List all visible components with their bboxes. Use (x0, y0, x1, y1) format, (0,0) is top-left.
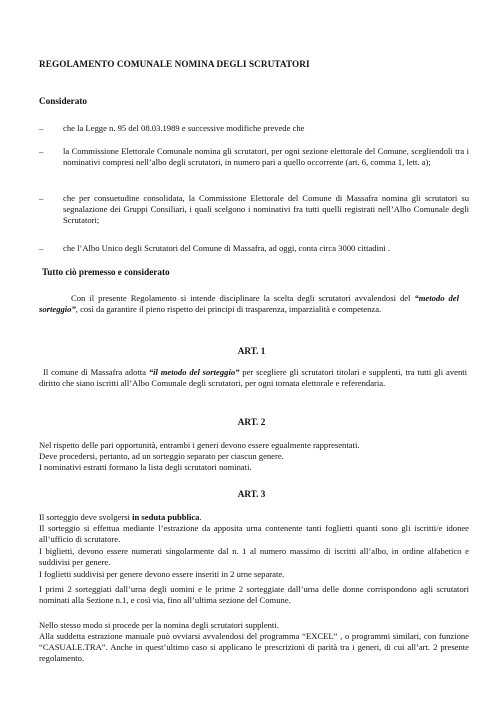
dash-bullet: – (39, 123, 44, 133)
art2-line-3: I nominativi estratti formano la lista degli scrutatori nominati. (39, 462, 252, 472)
art3-paragraph-6: Nello stesso modo si procede per la nomina degli scrutatori supplenti. (39, 620, 279, 630)
art3-paragraph-3: I biglietti, devono essere numerati singolarmente dal n. 1 al numero massimo di iscritti all’albo, in ordine alfabetico e suddivisi per genere. (39, 546, 469, 567)
dash-bullet: – (39, 193, 44, 203)
art2-line-1: Nel rispetto delle pari opportunità, entrambi i generi devono essere egualmente rappresentati. (39, 440, 360, 450)
document-title: REGOLAMENTO COMUNALE NOMINA DEGLI SCRUTATORI (39, 59, 310, 69)
art3-paragraph-2: Il sorteggio si effettua mediante l’estrazione da apposita urna contenente tanti foglietti quanti sono gli iscritti/e idonee all’ufficio di scrutatore. (39, 523, 469, 544)
considerato-heading: Considerato (39, 96, 87, 106)
premesso-heading: Tutto ciò premesso e considerato (42, 267, 170, 277)
art3-paragraph-5: I primi 2 sorteggiati dall’urna degli uomini e le prime 2 sorteggiate dall’urna delle donne corrispondono agli scrutatori nominati alla Sezione n.1, e così via, fino all’ultima sezione del Comune. (39, 584, 469, 605)
dash-bullet: – (39, 146, 44, 156)
art1-emphasis: “il metodo del sorteggio” (148, 367, 240, 377)
considerato-item-text: che per consuetudine consolidata, la Commissione Elettorale del Comune di Massafra nomina gli scrutatori su segnalazione dei Gruppi Consiliari, i quali scelgono i nominativi fra tutti quelli registrati nell’Albo Comunale degli Scrutatori; (63, 193, 469, 225)
art2-heading: ART. 2 (237, 417, 266, 427)
art3-paragraph-4: I foglietti suddivisi per genere devono essere inseriti in 2 urne separate. (39, 569, 285, 579)
art3-paragraph-7: Alla suddetta estrazione manuale può ovviarsi avvalendosi del programma “EXCEL” , o programmi similari, con funzione “CASUALE.TRA”. Anche in quest’ultimo caso si applicano le prescrizioni di parità tra i generi, di cui all’art. 2 presente regolamento. (39, 631, 469, 663)
considerato-item-text: che la Legge n. 95 del 08.03.1989 e successive modifiche prevede che (63, 123, 305, 133)
considerato-item-text: la Commissione Elettorale Comunale nomina gli scrutatori, per ogni sezione elettorale del Comune, scegliendoli tra i nominativi compresi nell’albo degli scrutatori, in numero pari a quello occorrente (art. 6, comma 1, lett. a); (63, 146, 469, 167)
art1-heading: ART. 1 (237, 346, 266, 356)
art1-paragraph (39, 367, 467, 389)
art3-p1-end: . (199, 512, 202, 522)
art2-line-2: Deve procedersi, pertanto, ad un sorteggio separato per ciascun genere. (39, 451, 284, 461)
intro-paragraph (39, 293, 459, 315)
art1-text: Il comune di Massafra adotta (43, 367, 149, 377)
considerato-item-text: che l’Albo Unico degli Scrutatori del Comune di Massafra, ad oggi, conta circa 3000 cittadini . (63, 243, 390, 253)
dash-bullet: – (39, 243, 44, 253)
art3-paragraph-1 (39, 512, 469, 523)
intro-emphasis: “metodo del sorteggio” (39, 293, 459, 314)
intro-text: Con il presente Regolamento si intende disciplinare la scelta degli scrutatori avvalendosi del (71, 293, 415, 303)
art3-p1-emphasis: in seduta pubblica (132, 512, 200, 522)
art3-heading: ART. 3 (237, 489, 266, 499)
intro-text-cont: , così da garantire il pieno rispetto dei principi di trasparenza, imparzialità e competenza. (75, 303, 382, 314)
art3-p1-text: Il sorteggio deve svolgersi (39, 512, 133, 522)
art1-text-cont: per scegliere gli scrutatori titolari e supplenti, tra tutti gli aventi diritto che siano iscritti all’Albo Comunale degli scrutatori, per ogni tornata elettorale e referendaria. (39, 367, 468, 388)
